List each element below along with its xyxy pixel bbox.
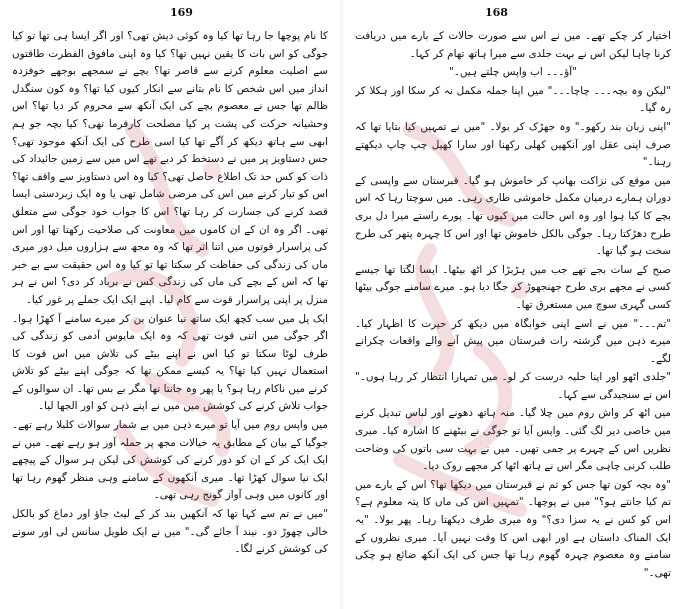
- right-paragraph-7: "تم۔۔۔" میں نے اسے اپنی خوابگاہ میں دیکھ کر حیرت کا اظہار کیا۔ میرے ذہن میں گزشتہ رات قبرستان میں پیش آنے والے واقعات چکرانے لگے۔: [355, 317, 671, 365]
- left-paragraph-2: ایک پل میں سب کچھ ایک ساتھ نیا عنوان بن کر میرے سامنے آ کھڑا ہوا۔ اگر جوگی میں اتنی قوت تھی کہ وہ ایک مایوس آدمی کو زندگی کی طرف لوٹا سکتا تو کیا اس نے اپنے بیٹے کی تلاش میں اس قوت کا استعمال نہیں کیا تھا؟ یہ کیسے ممکن تھا کہ جوگی اپنے بیٹے کو تلاش کرنے میں ناکام رہا ہو؟ یا پھر وہ جانتا تھا مگر بے بس تھا۔ ان سوالوں کے جواب تلاش کرنے کی کوشش میں میں نے اپنے ذہن کو اور الجھا لیا۔: [12, 312, 328, 413]
- right-paragraph-1: اختیار کر چکے تھے۔ میں نے اس سے صورت حالات کے بارے میں دریافت کرنا چاہا لیکن اس نے بہت جلدی سے میرا ہاتھ تھام کر کہا۔: [355, 30, 671, 60]
- right-paragraph-9: میں اٹھ کر واش روم میں چلا گیا۔ منہ ہاتھ دھونے اور لباس تبدیل کرنے میں خاصی دیر لگ گئی۔ واپس آیا تو جوگی نے بیٹھنے کا اشارہ کیا۔ میری نظریں اس کے چہرے پر جمی تھیں۔ میں نے بہت سی باتوں کی وضاحت طلب کرنی چاہی مگر اس نے ہاتھ اٹھا کر مجھے روک دیا۔: [355, 407, 671, 473]
- right-paragraph-2: "آؤ۔۔۔ اب واپس چلتے ہیں۔": [449, 66, 577, 79]
- right-paragraph-5: میں موقع کی نزاکت بھانپ کر خاموش ہو گیا۔ قبرستان سے واپسی کے دوران ہمارے درمیان مکمل خاموشی طاری رہی۔ میں سوچتا رہا کہ اس بچے کا کیا ہوا اور وہ اس حالت میں کیوں تھا۔ پورے راستے میرا دل بری طرح دھڑکتا رہا۔ جوگی بالکل خاموش تھا اور اس کا چہرہ پتھر کی طرح سخت ہو گیا تھا۔: [355, 174, 671, 258]
- left-page-number: 169: [170, 6, 193, 19]
- left-paragraph-1: کا نام پوچھا جا رہا تھا کیا وہ کوئی دیش تھی؟ اور اگر ایسا ہی تھا تو کیا جوگی کو اس بات کا یقین نہیں تھا؟ کیا وہ اپنی مافوق الفطرت طاقتوں سے اصلیت معلوم کرنے سے قاصر تھا؟ بچے نے سمجھے بوجھے خوفزدہ انداز میں اس شخص کا نام بتانے سے انکار کیوں کیا تھا؟ وہ کون سنگدل ظالم تھا جس نے معصوم بچے کی ایک آنکھ سے محروم کر دیا تھا؟ اس وحشیانہ حرکت کی پشت پر کیا مصلحت کارفرما تھی؟ کیا بچہ جو ہم ابھی سے ہاتھ دیکھ کر آگے تھا کیا اسی طرح کی ایک آنکھ موجود تھی؟ جس دستاویز پر میں نے دستخط کر دیے تھے اس میں سے زمین جائیداد کی ذات کو کس حد تک اطلاع حاصل تھی؟ کیا وہ اس دستاویز سے واقف تھا؟ اس کو تیار کرنے میں اس کی مرضی شامل تھی یا وہ ایک زبردستی ایسا قصد کرنے کی جسارت کر رہا تھا؟ اس کا جواب خود جوگی سے متعلق تھی۔ اگر وہ ان کے ان کاموں میں معاونت کی صلاحیت رکھتا تھا اور اس کی پراسرار قوتوں میں اتنا اثر تھا کہ وہ مجھ سے ہزاروں میل دور میری ماں کی زندگی کی حفاظت کر سکتا تھا تو کیا وہ اس حقیقت سے بے خبر تھا کہ اس کے بچے کی ماں کی زندگی کس نے برباد کر دی؟ اس نے ہر منزل پر اپنی پراسرار قوت سے کام لیا۔ اپنے ایک ایک جملے پر غور کیا۔: [12, 30, 328, 306]
- right-paragraph-3: "لیکن وہ بچہ۔۔۔ چاچا۔۔۔" میں اپنا جملہ مکمل نہ کر سکا اور ہکلا کر رہ گیا۔: [355, 84, 671, 115]
- left-paragraph-3: میں واپس روم میں آیا تو میرے ذہن میں بے شمار سوالات کلبلا رہے تھے۔ جوگیا کے بیان کے مطابق یہ خیالات مجھ پر حملہ آور ہو رہے تھے۔ میں نے ایک ایک کر کے ان کو دور کرنے کی کوشش کی لیکن ہر سوال کے پیچھے ایک نیا سوال کھڑا تھا۔ میری آنکھوں کے سامنے وہی منظر گھوم رہا تھا اور کانوں میں وہی آواز گونج رہی تھی۔: [12, 419, 328, 502]
- right-paragraph-8: "جلدی اٹھو اور اپنا حلیہ درست کر لو۔ میں تمہارا انتظار کر رہا ہوں۔" اس نے سنجیدگی سے کہا۔: [355, 371, 671, 401]
- right-page-text: [355, 28, 671, 603]
- right-page: [343, 0, 683, 609]
- left-paragraph-4: "میں نے تم سے کہا تھا کہ آنکھیں بند کر کے لیٹ جاؤ اور دماغ کو بالکل خالی چھوڑ دو۔ نیند آ جائے گی۔" میں نے ایک طویل سانس لی اور سونے کی کوشش کرنے لگا۔: [12, 508, 328, 556]
- left-page: [0, 0, 340, 609]
- right-paragraph-4: "اپنی زبان بند رکھو۔" وہ جھڑک کر بولا۔ "میں نے تمہیں کیا بتایا تھا کہ صرف اپنی عقل اور آنکھیں کھلی رکھنا اور سارا کھیل چپ چاپ دیکھتے رہنا۔": [355, 120, 671, 169]
- right-paragraph-10: "وہ بچہ کون تھا جس کو تم نے قبرستان میں دیکھا تھا؟ اس کے بارے میں تم کیا جانتے ہو؟" میں نے پوچھا۔ "تمہیں اس کی ماں کا پتہ معلوم ہے؟ اس کو کس نے یہ سزا دی؟" وہ میری طرف دیکھتا رہا۔ پھر بولا۔ "یہ ایک المناک داستان ہے اور ابھی اس کا وقت نہیں آیا۔ میری نظروں کے سامنے وہ معصوم چہرہ گھوم رہا تھا جس کی ایک آنکھ ضائع ہو چکی تھی۔": [355, 478, 671, 579]
- right-paragraph-6: صبح کے سات بجے تھے جب میں ہڑبڑا کر اٹھ بیٹھا۔ ایسا لگتا تھا جیسے کسی نے مجھے بری طرح جھنجھوڑ کر جگا دیا ہو۔ میرے سامنے جوگی بیٹھا کسی گہری سوچ میں مستغرق تھا۔: [355, 263, 671, 311]
- right-page-number: 168: [485, 6, 508, 19]
- left-page-text: [12, 28, 328, 603]
